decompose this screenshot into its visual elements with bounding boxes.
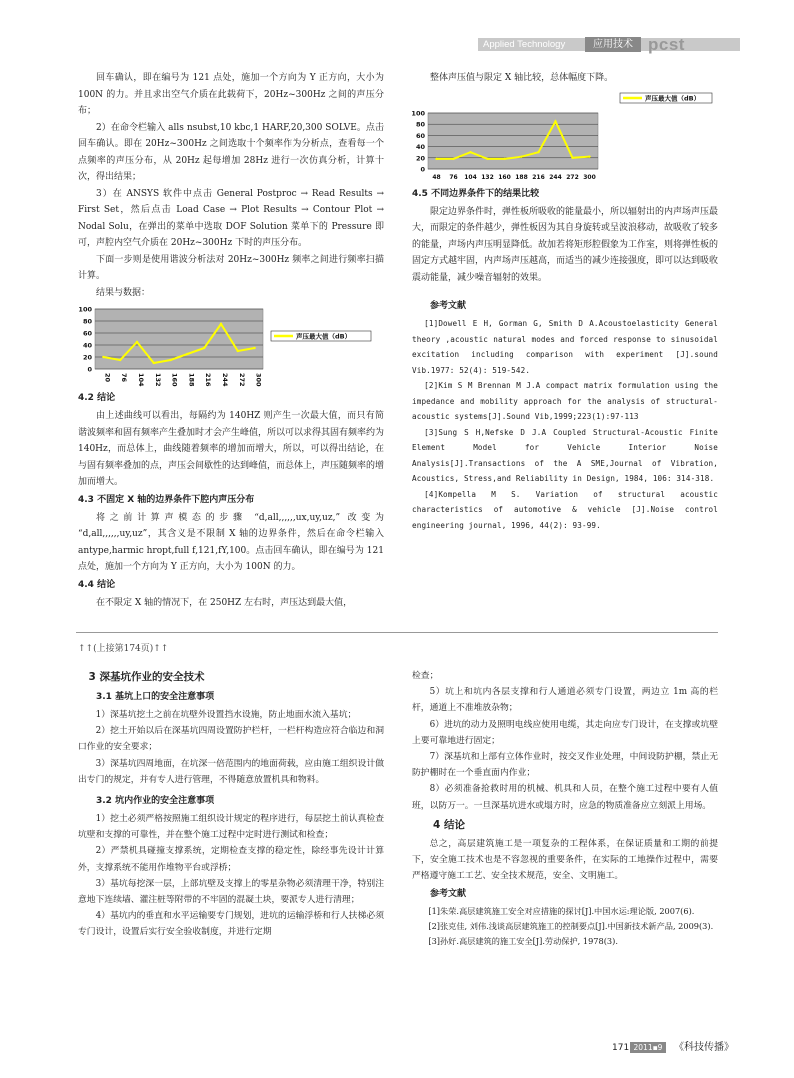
- paragraph: 8）必须准备抢救时用的机械、机具和人员，在整个施工过程中要有人值班，以防万一。一旦深基坑进水或塌方时，应急的物质准备应立刻派上用场。: [412, 784, 718, 811]
- journal-logo: pcst: [648, 35, 685, 54]
- legend-label: 声压最大值（dB）: [296, 332, 352, 341]
- y-tick-label: 80: [82, 317, 92, 326]
- y-tick-label: 80: [415, 120, 425, 129]
- data-point: [452, 157, 454, 159]
- paragraph: 5）坑上和坑内各层支撑和行人通道必须专门设置，两边立 1m 高的栏杆，通道上不准堆放杂物；: [412, 687, 718, 714]
- y-tick-label: 60: [82, 329, 92, 338]
- paragraph: 1）挖土必须严格按照施工组织设计规定的程序进行，每层挖土前认真检查坑壁和支撑的可靠性，并在整个施工过程中定时进行测试和检查；: [78, 814, 384, 841]
- x-tick-label: 132: [481, 173, 494, 181]
- paragraph: 1）深基坑挖土之前在坑壁外设置挡水设施，防止地面水流入基坑；: [95, 710, 357, 720]
- x-tick-label: 160: [170, 373, 179, 387]
- data-point: [186, 353, 188, 355]
- references-title: 参考文献: [430, 301, 467, 311]
- y-tick-label: 100: [78, 305, 92, 314]
- x-tick-label: 216: [532, 173, 545, 181]
- data-point: [520, 155, 522, 157]
- x-tick-label: 132: [153, 373, 162, 387]
- continuation-note: ↑↑(上接第174页)↑↑: [78, 644, 169, 654]
- x-tick-label: 188: [187, 373, 196, 387]
- paragraph: 结果与数据：: [96, 287, 151, 298]
- paragraph: 将之前计算声模态的步骤 “d,all,,,,,,ux,uy,uz,” 改变为 “d,all,,,,,,uy,uz”，其含义是不限制 X 轴的边界条件，然后在命令栏输入 antype,harmic hropt,full f,121,fY,100。点击回车确认，即在编号为 121 点处，施加一个方向为 Y 正方向，大小为 100N 的力。: [78, 512, 384, 572]
- references-list: [412, 316, 718, 533]
- paragraph: 2）严禁机具碰撞支撑系统，定期检查支撑的稳定性，除经事先设计计算外，支撑系统不能用作堆物平台或浮桥；: [78, 846, 384, 873]
- paragraph: 由上述曲线可以看出，每隔约为 140HZ 则产生一次最大值，而只有简谐波频率和固有频率产生叠加时才会产生峰值，所以可以求得其固有频率约为 140Hz，而总体上，曲线随着频率的增加而增大，所以，可以得出结论，在与固有频率叠加的点，声压会间歇性的达到峰值，而总体上，声压随频率的增加而增大。: [78, 411, 385, 487]
- paragraph: 2）挖土开始以后在深基坑四周设置防护栏杆，一栏杆构造应符合临边和洞口作业的安全要求；: [78, 726, 384, 753]
- data-point: [554, 120, 556, 122]
- x-tick-label: 300: [583, 173, 596, 181]
- y-tick-label: 100: [411, 109, 425, 117]
- chart-1-slot: [78, 301, 384, 389]
- y-tick-label: 0: [420, 165, 425, 173]
- issue-date-badge: 2011▪9〈上〉: [630, 1042, 666, 1053]
- y-tick-label: 60: [415, 131, 425, 140]
- data-point: [537, 151, 539, 153]
- data-point: [169, 359, 171, 361]
- subsection-heading: 3.2 坑内作业的安全注意事项: [96, 796, 215, 807]
- section-heading: 4.2 结论: [78, 393, 116, 403]
- section-heading: 3 深基坑作业的安全技术: [88, 671, 205, 683]
- x-tick-label: 160: [498, 173, 511, 181]
- data-point: [102, 356, 104, 358]
- reference-item: [2]Kim S M Brennan M J.A compact matrix formulation using the impedance and mobility approach for the analysis of structural-acoustic systems[J].Sound Vib,1999;223(1):97-113: [412, 381, 718, 421]
- data-point: [220, 323, 222, 325]
- data-point: [136, 341, 138, 343]
- x-tick-label: 272: [566, 173, 579, 181]
- data-point: [119, 359, 121, 361]
- data-point: [503, 157, 505, 159]
- x-tick-label: 20: [103, 373, 112, 383]
- data-point: [486, 157, 488, 159]
- paragraph: 6）进坑的动力及照明电线应使用电缆，其走向应专门设计，在支撑或坑壁上要可靠地进行固定；: [412, 719, 718, 746]
- x-tick-label: 76: [449, 173, 458, 181]
- reference-item: [3]孙好.高层建筑的施工安全[J].劳动保护, 1978(3).: [428, 936, 618, 947]
- x-tick-label: 244: [221, 373, 229, 387]
- data-point: [237, 350, 239, 352]
- y-tick-label: 40: [415, 142, 425, 151]
- reference-item: [4]Kompella M S. Variation of structural acoustic characteristics of automotive & vehicle [J].Noise control engineering journal, 1996, 44(2): 93-99.: [412, 489, 718, 530]
- x-tick-label: 76: [120, 373, 129, 383]
- x-tick-label: 188: [515, 173, 528, 181]
- right-column: [412, 70, 718, 533]
- x-tick-label: 48: [432, 173, 441, 181]
- chart-1: [75, 303, 381, 389]
- paragraph: 检查；: [412, 671, 439, 681]
- paragraph: 4）基坑内的垂直和水平运输要专门规划，进坑的运输浮桥和行人扶梯必须专门设计，设置后实行安全验收制度，并进行定期: [78, 911, 384, 938]
- legend-label: 声压最大值（dB）: [645, 94, 701, 102]
- paragraph: 回车确认，即在编号为 121 点处，施加一个方向为 Y 正方向，大小为 100N 的力。并且求出空气介质在此载荷下，20Hz~300Hz 之间的声压分布；: [78, 73, 384, 116]
- bottom-left-column: [78, 666, 384, 941]
- x-tick-label: 216: [204, 373, 213, 387]
- data-point: [588, 155, 590, 157]
- data-point: [203, 347, 205, 349]
- x-tick-label: 104: [137, 373, 145, 387]
- section-heading: 4.3 不固定 X 轴的边界条件下腔内声压分布: [78, 494, 255, 505]
- paragraph: 在不限定 X 轴的情况下，在 250HZ 左右时，声压达到最大值，: [96, 597, 353, 608]
- paragraph: 2）在命令栏输入 alls nsubst,10 kbc,1 HARF,20,300 SOLVE。点击回车确认。即在 20Hz~300Hz 之间选取十个频率作为分析点，查看每一个点频率的声压分布，从 20Hz 起每增加 28Hz 进行一次仿真分析，计算十次，得出结果；: [78, 122, 384, 182]
- left-column: [78, 70, 384, 611]
- x-tick-label: 244: [549, 173, 562, 181]
- section-heading: 4.5 不同边界条件下的结果比较: [412, 188, 540, 199]
- paragraph: 7）深基坑和上部有立体作业时，按交叉作业处理，中间设防护棚，禁止无防护棚时在一个垂直面内作业；: [412, 752, 718, 779]
- journal-section-badge: 应用技术: [585, 37, 641, 52]
- section-heading: 4.4 结论: [78, 579, 116, 590]
- page-number: 171: [612, 1043, 630, 1053]
- up-arrow-icon: ↑↑: [78, 644, 94, 654]
- up-arrow-icon: ↑↑: [153, 644, 169, 654]
- reference-item: [3]Sung S H,Nefske D J.A Coupled Structural-Acoustic Finite Element Model for Vehicle Interior Noise Analysis[J].Transactions of the A SME,Journal of Vibration, Acoustics, Stress,and Reliability in Design, 1984, 106: 314-318.: [412, 427, 718, 483]
- bottom-right-column: [412, 668, 718, 949]
- references-title: 参考文献: [430, 889, 467, 900]
- data-point: [435, 157, 437, 159]
- plot-area: [428, 113, 598, 169]
- section-heading: 4 结论: [433, 818, 465, 831]
- reference-item: [1]朱荣.高层建筑施工安全对应措施的探讨[J].中国水运:理论版, 2007(6).: [428, 906, 695, 917]
- paragraph: 总之，高层建筑施工是一项复杂的工程体系，在保证质量和工期的前提下，安全施工技术也是不容忽视的重要条件，在实际的工地操作过程中，需要严格遵守施工工艺、安全技术规范，安全、文明施工。: [412, 838, 718, 882]
- data-point: [469, 151, 471, 153]
- y-tick-label: 40: [82, 341, 92, 350]
- paragraph: 下面一步则是使用谐波分析法对 20Hz~300Hz 频率之间进行频率扫描计算。: [78, 254, 384, 281]
- journal-english-name: Applied Technology: [483, 39, 566, 50]
- x-tick-label: 104: [464, 173, 477, 181]
- x-tick-label: 300: [254, 373, 263, 387]
- x-tick-label: 272: [237, 373, 246, 387]
- y-tick-label: 0: [87, 365, 92, 374]
- journal-name: 《科技传播》: [674, 1042, 734, 1053]
- paragraph: 3）深基坑四周地面，在坑深一倍范围内的地面荷载，应由施工组织设计做出专门的规定，并有专人进行管理，不得随意放置机具和物料。: [78, 758, 384, 785]
- references-list: [412, 904, 718, 949]
- reference-item: [2]张克佳, 刘伟.浅谈高层建筑施工的控制要点[J].中国新技术新产品, 2009(3).: [428, 921, 714, 932]
- y-tick-label: 20: [82, 353, 92, 362]
- paragraph: 3）在 ANSYS 软件中点击 General Postproc → Read Results → First Set，然后点击 Load Case → Plot Results → Contour Plot → Nodal Solu，在弹出的菜单中选取 DOF Solution 菜单下的 Pressure 即可，声腔内空气介质在 20Hz~300Hz 下时的声压分布。: [78, 188, 384, 248]
- paragraph: 3）基坑每挖深一层，上部坑壁及支撑上的零星杂物必须清理干净，特别注意地下连续墙、灌注桩等附带的不牢固的混凝土块，要派专人进行清理；: [78, 878, 384, 906]
- y-tick-label: 20: [415, 153, 425, 162]
- chart-2: [410, 89, 716, 185]
- data-point: [571, 156, 573, 158]
- data-point: [253, 347, 255, 349]
- paragraph: 整体声压值与限定 X 轴比较，总体幅度下降。: [430, 73, 614, 83]
- data-point: [153, 362, 155, 364]
- paragraph: 限定边界条件时，弹性板所吸收的能量最小，所以辐射出的内声场声压最大，而限定的条件越少，弹性板因为其自身旋转或呈波浪移动，故吸收了较多的能量，声场内声压明显降低。故加若将矩形腔假象为工作室，则将弹性板的固定方式越牢固，内声场声压越高，而适当的减少连接强度，即可以达到吸收震动能量，减少噪音辐射的效果。: [412, 206, 719, 283]
- chart-2-slot: [412, 87, 718, 185]
- reference-item: [1]Dowell E H, Gorman G, Smith D A.Acoustoelasticity General theory ,acoustic natural modes and forced response to sinusoidal excitation including comparison with experiment [J].sound Vib.1977: 52(4): 519-542.: [412, 319, 718, 375]
- section-divider: [76, 632, 718, 633]
- subsection-heading: 3.1 基坑上口的安全注意事项: [96, 692, 215, 702]
